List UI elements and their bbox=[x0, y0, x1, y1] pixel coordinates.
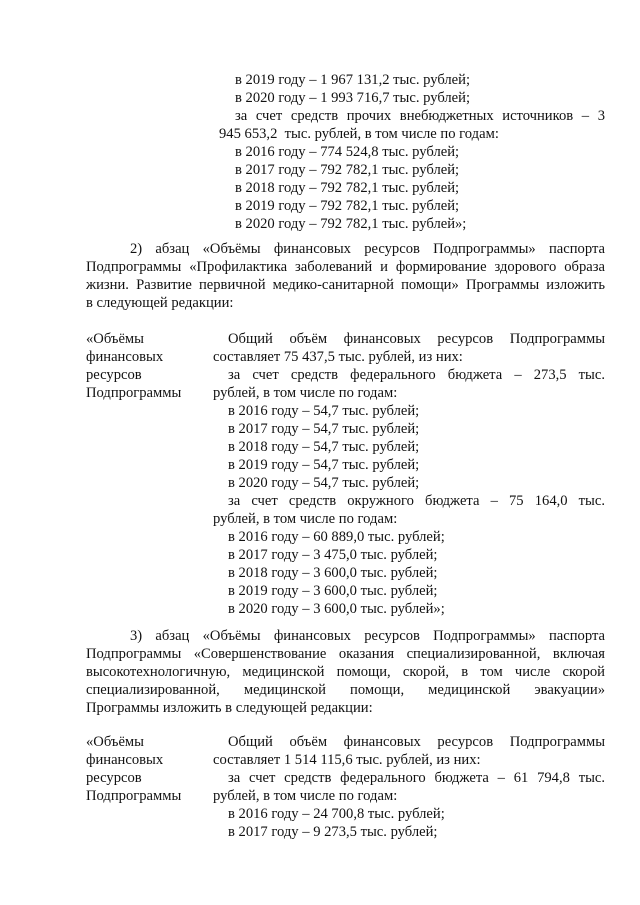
table2-line: в 2016 году – 54,7 тыс. рублей; bbox=[228, 403, 420, 419]
table3-line: за счет средств федерального бюджета – 61 794,8 тыс. bbox=[228, 770, 605, 786]
table2-line: Общий объём финансовых ресурсов Подпрограммы bbox=[228, 331, 605, 347]
table2-line: в 2018 году – 54,7 тыс. рублей; bbox=[228, 439, 420, 455]
table2-line: в 2016 году – 60 889,0 тыс. рублей; bbox=[228, 529, 445, 545]
b1-line: за счет средств прочих внебюджетных источников – 3 bbox=[235, 108, 605, 124]
table3-label: ресурсов bbox=[86, 770, 142, 786]
table3-line: в 2017 году – 9 273,5 тыс. рублей; bbox=[228, 824, 438, 840]
item2-line: Подпрограммы «Профилактика заболеваний и формирование здорового образа bbox=[86, 259, 605, 275]
item3-line: специализированной, медицинской помощи, медицинской эвакуации» bbox=[86, 682, 605, 698]
table2-line: составляет 75 437,5 тыс. рублей, из них: bbox=[213, 349, 463, 365]
b1-line: в 2017 году – 792 782,1 тыс. рублей; bbox=[235, 162, 460, 178]
table2-line: в 2017 году – 3 475,0 тыс. рублей; bbox=[228, 547, 438, 563]
item2-line: в следующей редакции: bbox=[86, 295, 234, 311]
table2-line: рублей, в том числе по годам: bbox=[213, 385, 398, 401]
item3-line: Программы изложить в следующей редакции: bbox=[86, 700, 373, 716]
table2-label: ресурсов bbox=[86, 367, 142, 383]
item3-line: 3) абзац «Объёмы финансовых ресурсов Подпрограммы» паспорта bbox=[130, 628, 605, 644]
table2-line: в 2018 году – 3 600,0 тыс. рублей; bbox=[228, 565, 438, 581]
b1-line: в 2020 году – 1 993 716,7 тыс. рублей; bbox=[235, 90, 471, 106]
b1-line: в 2019 году – 1 967 131,2 тыс. рублей; bbox=[235, 72, 471, 88]
table3-line: рублей, в том числе по годам: bbox=[213, 788, 398, 804]
table3-label: финансовых bbox=[86, 752, 164, 768]
table2-line: рублей, в том числе по годам: bbox=[213, 511, 398, 527]
table2-line: в 2017 году – 54,7 тыс. рублей; bbox=[228, 421, 420, 437]
b1-line: в 2016 году – 774 524,8 тыс. рублей; bbox=[235, 144, 460, 160]
table3-line: в 2016 году – 24 700,8 тыс. рублей; bbox=[228, 806, 445, 822]
table2-line: за счет средств федерального бюджета – 273,5 тыс. bbox=[228, 367, 605, 383]
b1-line: в 2018 году – 792 782,1 тыс. рублей; bbox=[235, 180, 460, 196]
table2-line: в 2019 году – 54,7 тыс. рублей; bbox=[228, 457, 420, 473]
item2-line: жизни. Развитие первичной медико-санитарной помощи» Программы изложить bbox=[86, 277, 605, 293]
table2-label: финансовых bbox=[86, 349, 164, 365]
table2-label: «Объёмы bbox=[86, 331, 144, 347]
table2-line: в 2020 году – 3 600,0 тыс. рублей»; bbox=[228, 601, 445, 617]
b1-line: 945 653,2 тыс. рублей, в том числе по годам: bbox=[219, 126, 499, 142]
b1-line: в 2019 году – 792 782,1 тыс. рублей; bbox=[235, 198, 460, 214]
table3-line: составляет 1 514 115,6 тыс. рублей, из них: bbox=[213, 752, 481, 768]
table3-label: «Объёмы bbox=[86, 734, 144, 750]
table2-label: Подпрограммы bbox=[86, 385, 182, 401]
table2-line: в 2019 году – 3 600,0 тыс. рублей; bbox=[228, 583, 438, 599]
table2-line: за счет средств окружного бюджета – 75 164,0 тыс. bbox=[228, 493, 605, 509]
item2-line: 2) абзац «Объёмы финансовых ресурсов Подпрограммы» паспорта bbox=[130, 241, 605, 257]
b1-line: в 2020 году – 792 782,1 тыс. рублей»; bbox=[235, 216, 467, 232]
table2-line: в 2020 году – 54,7 тыс. рублей; bbox=[228, 475, 420, 491]
item3-line: Подпрограммы «Совершенствование оказания специализированной, включая bbox=[86, 646, 605, 662]
item3-line: высокотехнологичную, медицинской помощи, скорой, в том числе скорой bbox=[86, 664, 605, 680]
table3-line: Общий объём финансовых ресурсов Подпрограммы bbox=[228, 734, 605, 750]
table3-label: Подпрограммы bbox=[86, 788, 182, 804]
